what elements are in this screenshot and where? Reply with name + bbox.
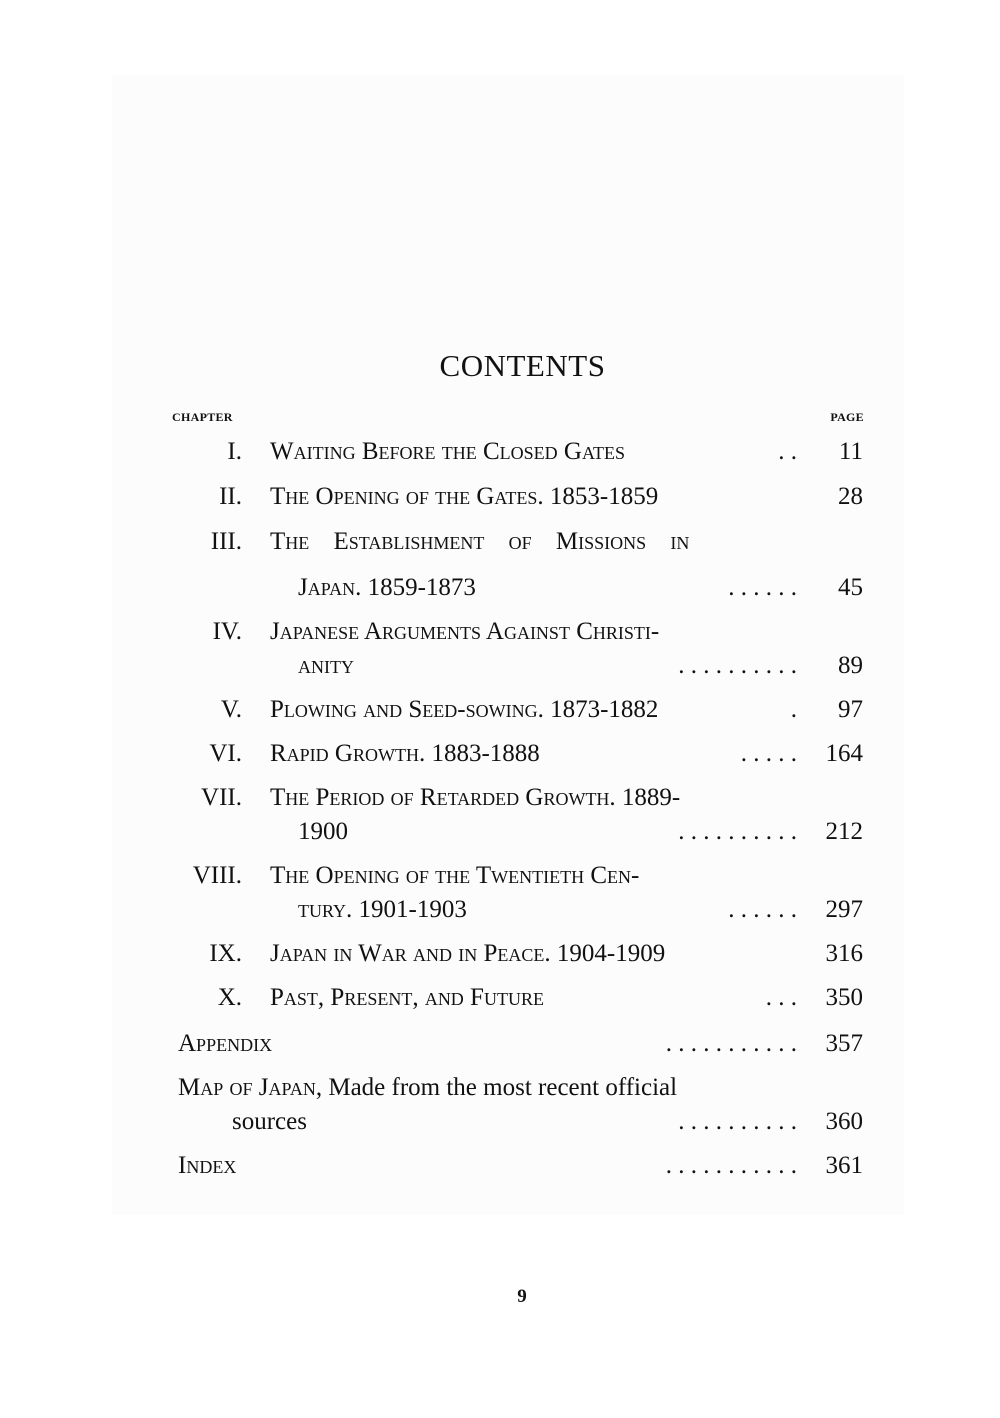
toc-entry-map[interactable] xyxy=(0,1070,1000,1106)
chapter-number: II. xyxy=(219,483,242,510)
chapter-title: The Opening of the Twentieth Cen- xyxy=(270,862,640,889)
chapter-column-header: CHAPTER xyxy=(172,410,233,424)
dot-leader: . . . . . . . . . . . xyxy=(665,1030,797,1057)
page-number: 28 xyxy=(838,483,863,510)
page-number: 212 xyxy=(825,818,863,845)
toc-entry[interactable] xyxy=(0,736,1000,772)
toc-entry[interactable] xyxy=(0,434,1000,470)
chapter-title-continued: Japan. 1859-1873 xyxy=(298,574,476,601)
dot-leader: . . . . . . xyxy=(728,896,797,923)
dot-leader: . . . xyxy=(765,984,797,1011)
toc-entry-continuation xyxy=(0,1104,1000,1140)
chapter-number: X. xyxy=(217,984,242,1011)
dot-leader: . . . . . . . . . . . xyxy=(665,1152,797,1179)
toc-entry[interactable] xyxy=(0,692,1000,728)
dot-leader: . xyxy=(790,696,797,723)
toc-entry-continuation xyxy=(0,892,1000,928)
page-number: 45 xyxy=(838,574,863,601)
map-title xyxy=(178,1070,677,1106)
toc-entry[interactable] xyxy=(0,936,1000,972)
page-number: 316 xyxy=(825,940,863,967)
chapter-number: V. xyxy=(220,696,242,723)
chapter-number: III. xyxy=(210,528,242,555)
dot-leader: . . . . . . xyxy=(728,574,797,601)
chapter-title: Japanese Arguments Against Christi- xyxy=(270,618,660,645)
chapter-title: The Opening of the Gates. 1853-1859 xyxy=(270,483,659,510)
page-number: 97 xyxy=(838,696,863,723)
toc-entry-index[interactable] xyxy=(0,1148,1000,1184)
toc-entry[interactable] xyxy=(0,858,1000,894)
chapter-title: Rapid Growth. 1883-1888 xyxy=(270,740,540,767)
index-title: Index xyxy=(178,1152,237,1179)
toc-entry-continuation xyxy=(0,648,1000,684)
toc-entry[interactable] xyxy=(0,614,1000,650)
page-number: 360 xyxy=(825,1108,863,1135)
chapter-title: The Period of Retarded Growth. 1889- xyxy=(270,784,681,811)
toc-entry[interactable] xyxy=(0,780,1000,816)
toc-entry[interactable] xyxy=(0,479,1000,515)
dot-leader: . . xyxy=(778,438,797,465)
page-number: 357 xyxy=(825,1030,863,1057)
map-title-continued: sources xyxy=(232,1108,307,1135)
chapter-number: I. xyxy=(227,438,242,465)
page-number: 297 xyxy=(825,896,863,923)
chapter-title: Japan in War and in Peace. 1904-1909 xyxy=(270,940,666,967)
toc-entry-continuation xyxy=(0,814,1000,850)
chapter-title-continued: 1900 xyxy=(298,818,348,845)
chapter-number: VII. xyxy=(201,784,242,811)
map-title-description: Made from the most recent official xyxy=(322,1074,678,1101)
page-number: 361 xyxy=(825,1152,863,1179)
dot-leader: . . . . . . . . . . xyxy=(678,818,797,845)
page-number: 164 xyxy=(825,740,863,767)
chapter-number: VIII. xyxy=(192,862,242,889)
folio-page-number: 9 xyxy=(517,1286,527,1307)
chapter-title-continued: tury. 1901-1903 xyxy=(298,896,467,923)
page-number: 11 xyxy=(838,438,863,465)
chapter-number: VI. xyxy=(209,740,242,767)
chapter-title: Past, Present, and Future xyxy=(270,984,544,1011)
dot-leader: . . . . . . . . . . xyxy=(678,652,797,679)
page-number: 350 xyxy=(825,984,863,1011)
toc-entry-continuation xyxy=(0,570,1000,606)
page-title: CONTENTS xyxy=(439,348,606,383)
chapter-title-continued: anity xyxy=(298,652,354,679)
chapter-number: IV. xyxy=(212,618,242,645)
dot-leader: . . . . . xyxy=(740,740,797,767)
dot-leader: . . . . . . . . . . xyxy=(678,1108,797,1135)
map-title-smallcaps: Map of Japan, xyxy=(178,1074,323,1101)
chapter-title: Plowing and Seed-sowing. 1873-1882 xyxy=(270,696,659,723)
chapter-title: Waiting Before the Closed Gates xyxy=(270,438,625,465)
page-number: 89 xyxy=(838,652,863,679)
toc-entry-appendix[interactable] xyxy=(0,1026,1000,1062)
chapter-title: The Establishment of Missions in xyxy=(270,528,690,555)
appendix-title: Appendix xyxy=(178,1030,273,1057)
chapter-number: IX. xyxy=(209,940,242,967)
toc-entry[interactable] xyxy=(0,524,1000,560)
toc-entry[interactable] xyxy=(0,980,1000,1016)
page-column-header: PAGE xyxy=(830,410,864,424)
